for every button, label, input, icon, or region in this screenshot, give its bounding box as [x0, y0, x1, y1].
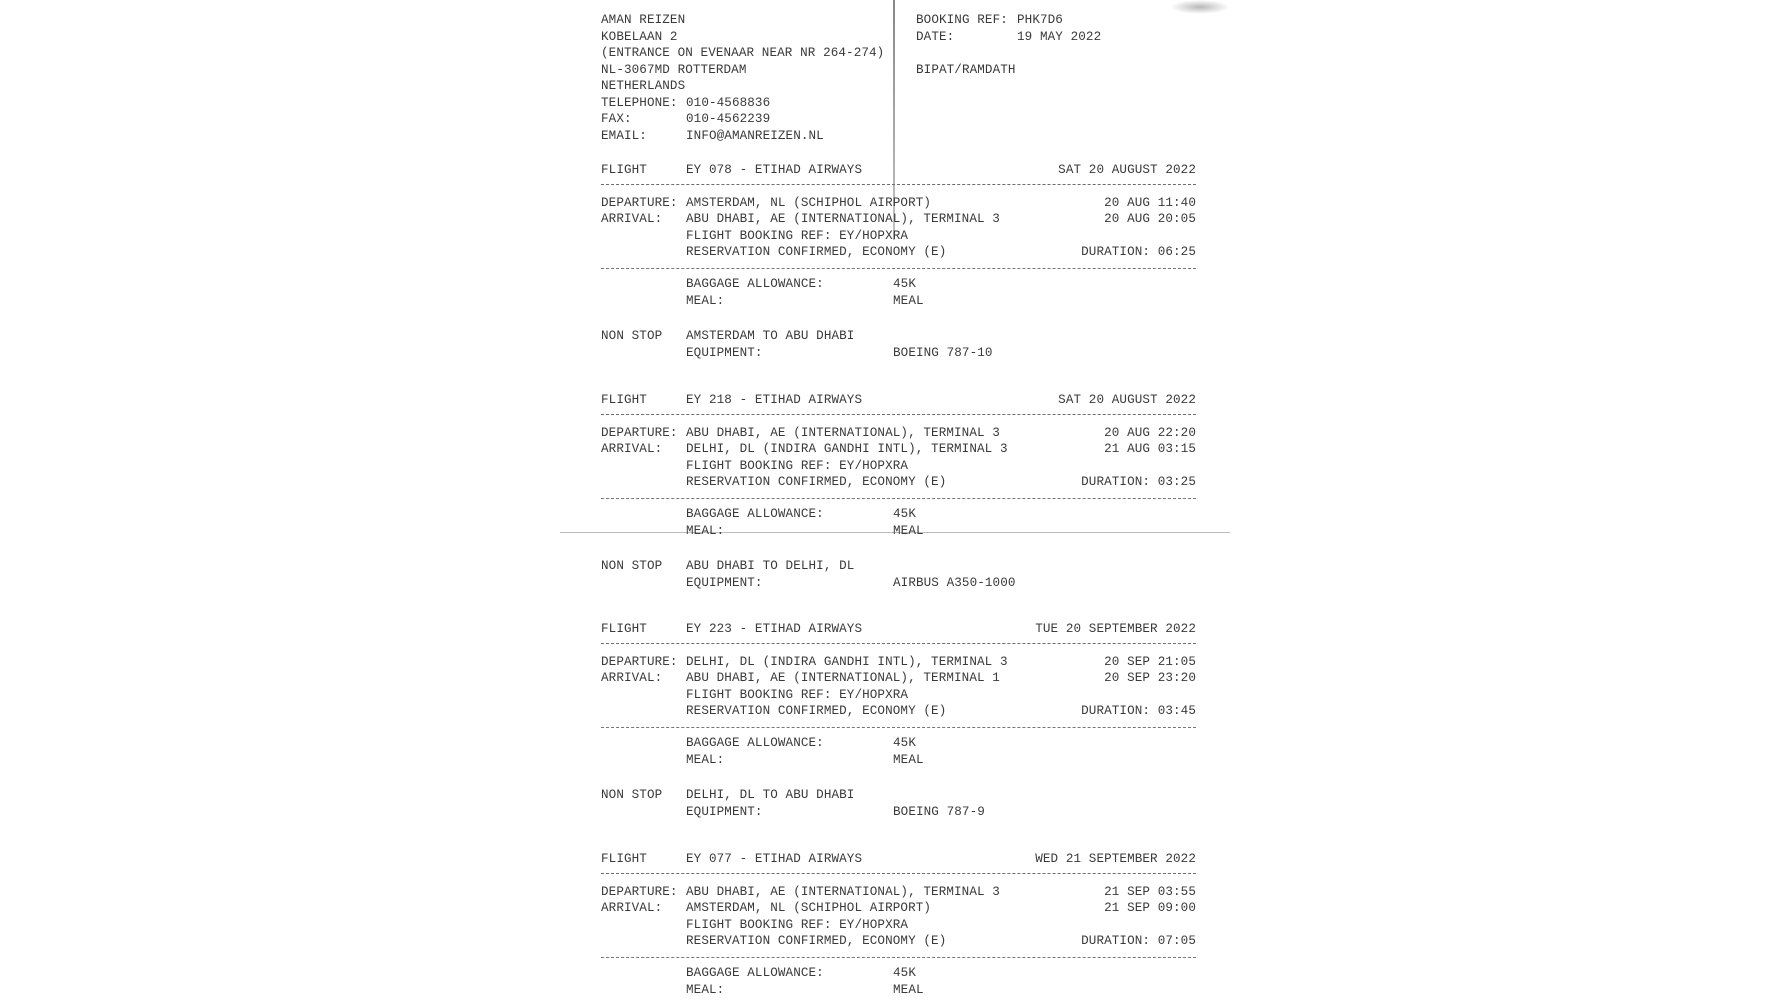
passenger-names: BIPAT/RAMDATH	[916, 63, 1016, 77]
dashed-divider	[601, 957, 1196, 958]
flight-booking-ref: FLIGHT BOOKING REF: EY/HOPXRA	[686, 229, 909, 243]
equipment-label: EQUIPMENT:	[686, 805, 763, 819]
fax-value: 010-4562239	[686, 112, 771, 126]
agency-name: AMAN REIZEN	[601, 13, 686, 27]
itinerary-page	[560, 0, 1230, 1000]
baggage-value: 45K	[893, 277, 916, 291]
flight-number: EY 078 - ETIHAD AIRWAYS	[686, 163, 863, 177]
flight-day: SAT 20 AUGUST 2022	[1058, 393, 1196, 407]
dashed-divider	[601, 498, 1196, 499]
flight-day: WED 21 SEPTEMBER 2022	[1035, 852, 1196, 866]
flight-label: FLIGHT	[601, 163, 647, 177]
departure-label: DEPARTURE:	[601, 196, 678, 210]
arrival-label: ARRIVAL:	[601, 671, 663, 685]
departure-label: DEPARTURE:	[601, 655, 678, 669]
non-stop-label: NON STOP	[601, 329, 663, 343]
reservation-status: RESERVATION CONFIRMED, ECONOMY (E)	[686, 934, 947, 948]
baggage-value: 45K	[893, 966, 916, 980]
departure-place: ABU DHABI, AE (INTERNATIONAL), TERMINAL 3	[686, 426, 1000, 440]
flight-day: TUE 20 SEPTEMBER 2022	[1035, 622, 1196, 636]
meal-label: MEAL:	[686, 753, 725, 767]
flight-day: SAT 20 AUGUST 2022	[1058, 163, 1196, 177]
departure-label: DEPARTURE:	[601, 426, 678, 440]
flight-booking-ref: FLIGHT BOOKING REF: EY/HOPXRA	[686, 918, 909, 932]
agency-country: NETHERLANDS	[601, 79, 686, 93]
departure-time: 20 AUG 11:40	[1104, 196, 1196, 210]
reservation-status: RESERVATION CONFIRMED, ECONOMY (E)	[686, 475, 947, 489]
arrival-time: 20 AUG 20:05	[1104, 212, 1196, 226]
route: ABU DHABI TO DELHI, DL	[686, 559, 855, 573]
baggage-label: BAGGAGE ALLOWANCE:	[686, 966, 824, 980]
booking-ref-value: PHK7D6	[1017, 13, 1063, 27]
arrival-label: ARRIVAL:	[601, 901, 663, 915]
equipment-value: BOEING 787-10	[893, 346, 993, 360]
meal-label: MEAL:	[686, 983, 725, 997]
agency-address-line3: NL-3067MD ROTTERDAM	[601, 63, 747, 77]
equipment-value: AIRBUS A350-1000	[893, 576, 1016, 590]
solid-divider	[601, 414, 1196, 415]
meal-value: MEAL	[893, 753, 924, 767]
email-label: EMAIL:	[601, 129, 647, 143]
flight-number: EY 218 - ETIHAD AIRWAYS	[686, 393, 863, 407]
departure-place: AMSTERDAM, NL (SCHIPHOL AIRPORT)	[686, 196, 932, 210]
meal-label: MEAL:	[686, 294, 725, 308]
flight-number: EY 077 - ETIHAD AIRWAYS	[686, 852, 863, 866]
booking-date-label: DATE:	[916, 30, 955, 44]
arrival-time: 21 AUG 03:15	[1104, 442, 1196, 456]
dashed-divider	[601, 727, 1196, 728]
equipment-value: BOEING 787-9	[893, 805, 985, 819]
flight-label: FLIGHT	[601, 852, 647, 866]
flight-booking-ref: FLIGHT BOOKING REF: EY/HOPXRA	[686, 688, 909, 702]
arrival-time: 20 SEP 23:20	[1104, 671, 1196, 685]
equipment-label: EQUIPMENT:	[686, 576, 763, 590]
flight-duration: DURATION: 03:45	[1081, 704, 1196, 718]
arrival-place: ABU DHABI, AE (INTERNATIONAL), TERMINAL 1	[686, 671, 1000, 685]
non-stop-label: NON STOP	[601, 559, 663, 573]
equipment-label: EQUIPMENT:	[686, 346, 763, 360]
flight-label: FLIGHT	[601, 393, 647, 407]
dashed-divider	[601, 268, 1196, 269]
telephone-label: TELEPHONE:	[601, 96, 678, 110]
departure-time: 20 SEP 21:05	[1104, 655, 1196, 669]
solid-divider	[601, 184, 1196, 185]
arrival-place: AMSTERDAM, NL (SCHIPHOL AIRPORT)	[686, 901, 932, 915]
fax-label: FAX:	[601, 112, 632, 126]
flight-duration: DURATION: 03:25	[1081, 475, 1196, 489]
baggage-label: BAGGAGE ALLOWANCE:	[686, 736, 824, 750]
flight-number: EY 223 - ETIHAD AIRWAYS	[686, 622, 863, 636]
meal-value: MEAL	[893, 524, 924, 538]
arrival-label: ARRIVAL:	[601, 212, 663, 226]
agency-address-line2: (ENTRANCE ON EVENAAR NEAR NR 264-274)	[601, 46, 885, 60]
departure-place: DELHI, DL (INDIRA GANDHI INTL), TERMINAL 3	[686, 655, 1008, 669]
meal-value: MEAL	[893, 294, 924, 308]
flight-booking-ref: FLIGHT BOOKING REF: EY/HOPXRA	[686, 459, 909, 473]
telephone-value: 010-4568836	[686, 96, 771, 110]
reservation-status: RESERVATION CONFIRMED, ECONOMY (E)	[686, 245, 947, 259]
arrival-time: 21 SEP 09:00	[1104, 901, 1196, 915]
route: AMSTERDAM TO ABU DHABI	[686, 329, 855, 343]
route: DELHI, DL TO ABU DHABI	[686, 788, 855, 802]
arrival-place: ABU DHABI, AE (INTERNATIONAL), TERMINAL 3	[686, 212, 1000, 226]
departure-label: DEPARTURE:	[601, 885, 678, 899]
departure-time: 21 SEP 03:55	[1104, 885, 1196, 899]
solid-divider	[601, 873, 1196, 874]
booking-date-value: 19 MAY 2022	[1017, 30, 1102, 44]
flight-duration: DURATION: 07:05	[1081, 934, 1196, 948]
meal-label: MEAL:	[686, 524, 725, 538]
baggage-label: BAGGAGE ALLOWANCE:	[686, 277, 824, 291]
baggage-label: BAGGAGE ALLOWANCE:	[686, 507, 824, 521]
agency-address-line1: KOBELAAN 2	[601, 30, 678, 44]
non-stop-label: NON STOP	[601, 788, 663, 802]
flight-duration: DURATION: 06:25	[1081, 245, 1196, 259]
arrival-place: DELHI, DL (INDIRA GANDHI INTL), TERMINAL 3	[686, 442, 1008, 456]
solid-divider	[601, 643, 1196, 644]
booking-ref-label: BOOKING REF:	[916, 13, 1008, 27]
reservation-status: RESERVATION CONFIRMED, ECONOMY (E)	[686, 704, 947, 718]
baggage-value: 45K	[893, 736, 916, 750]
email-value: INFO@AMANREIZEN.NL	[686, 129, 824, 143]
departure-place: ABU DHABI, AE (INTERNATIONAL), TERMINAL 3	[686, 885, 1000, 899]
arrival-label: ARRIVAL:	[601, 442, 663, 456]
scan-smudge	[1170, 0, 1230, 14]
baggage-value: 45K	[893, 507, 916, 521]
meal-value: MEAL	[893, 983, 924, 997]
departure-time: 20 AUG 22:20	[1104, 426, 1196, 440]
flight-label: FLIGHT	[601, 622, 647, 636]
